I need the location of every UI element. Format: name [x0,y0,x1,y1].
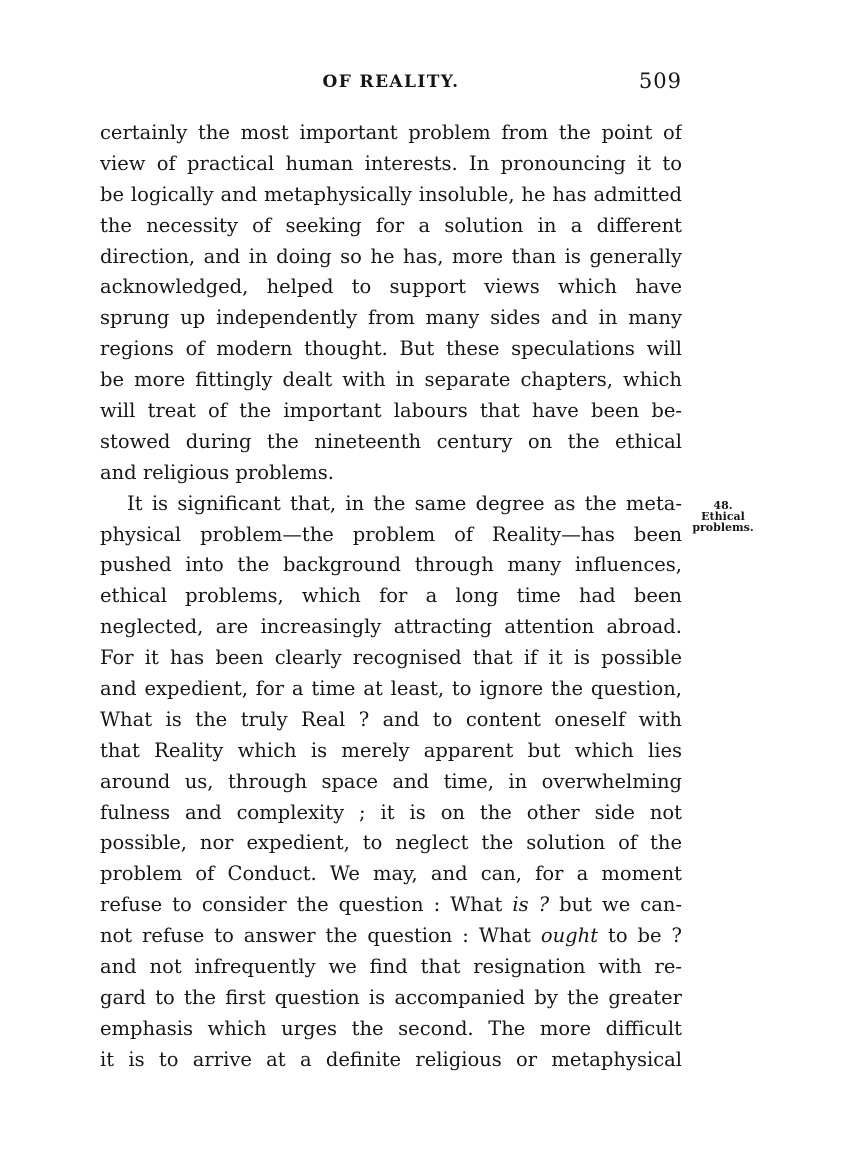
text-line: physical problem—the problem of Reality—has been [100,522,682,546]
margin-note-line: problems. [692,521,754,534]
text-line: the necessity of seeking for a solution in a different [100,213,682,237]
text-line: and expedient, for a time at least, to ignore the question, [100,677,682,701]
paragraph-start-line: It is significant that, in the same degree as the meta- [127,491,682,515]
margin-note [688,500,758,533]
margin-note-number: 48. [713,499,733,512]
text-line: regions of modern thought. But these speculations will [100,337,682,361]
text-line: direction, and in doing so he has, more than is generally [100,244,682,268]
text-line: certainly the most important problem from the point of [100,121,682,144]
text-line: acknowledged, helped to support views which have [100,275,682,299]
text-line: What is the truly Real ? and to content oneself with [100,707,682,731]
text-line: problem of Conduct. We may, and can, for a moment [100,862,682,886]
text-line [100,921,682,952]
text-line: ethical problems, which for a long time had been [100,584,682,608]
text-line: it is to arrive at a definite religious or metaphysical [100,1047,682,1071]
text-line: emphasis which urges the second. The more difficult [100,1016,682,1040]
page-number: 509 [638,69,682,93]
running-title: OF REALITY. [322,72,460,92]
text-segment: but we can- [549,893,682,917]
text-line: neglected, are increasingly attracting attention abroad. [100,615,682,639]
text-segment: to be ? [598,924,682,948]
page-header [100,69,682,98]
text-segment: not refuse to answer the question : What [100,924,541,948]
text-line: and not infrequently we find that resignation with re- [100,955,682,979]
text-line: pushed into the background through many influences, [100,553,682,577]
text-line: be more fittingly dealt with in separate chapters, which [100,368,682,392]
body-text [100,118,682,1076]
paragraph-end-line: and religious problems. [100,460,334,484]
text-line: For it has been clearly recognised that if it is possible [100,646,682,670]
italic-word: ought [540,924,599,948]
text-line: that Reality which is merely apparent but which lies [100,738,682,762]
text-line [100,890,682,921]
text-line: around us, through space and time, in overwhelming [100,769,682,793]
text-line: fulness and complexity ; it is on the other side not [100,800,682,824]
text-line: will treat of the important labours that have been be- [100,399,682,423]
italic-word: is ? [512,893,550,917]
text-line: view of practical human interests. In pronouncing it to [100,151,682,175]
margin-note-line: Ethical [701,510,745,523]
text-line: gard to the first question is accompanied by the greater [100,985,682,1009]
text-line: sprung up independently from many sides and in many [100,306,682,330]
text-segment: refuse to consider the question : What [100,893,513,917]
text-line: be logically and metaphysically insoluble, he has admitted [100,182,682,206]
text-line: stowed during the nineteenth century on the ethical [100,429,682,453]
text-line: possible, nor expedient, to neglect the solution of the [100,831,682,855]
